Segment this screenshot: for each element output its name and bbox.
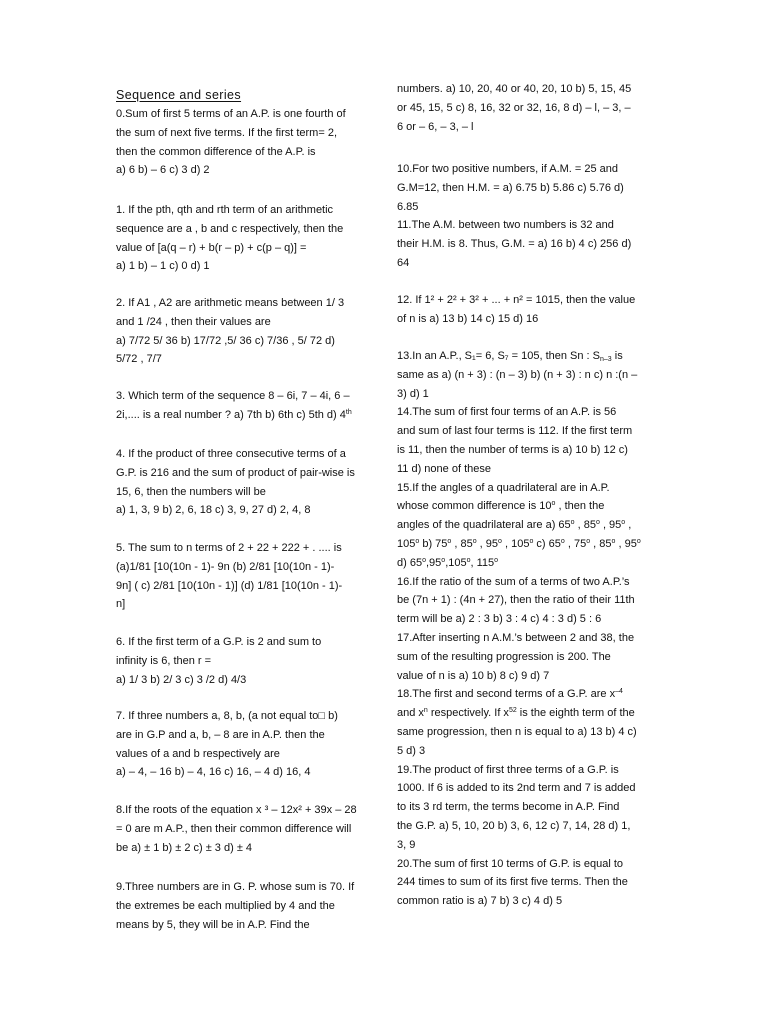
options-line: value of n is a) 10 b) 8 c) 9 d) 7 — [397, 669, 550, 682]
options-line: same as a) (n + 3) : (n – 3) b) (n + 3) : n c) n :(n – — [397, 368, 638, 381]
question-line: values of a and b respectively are — [116, 747, 280, 760]
question-line: to its 3 rd term, the terms become in A.P. Find — [397, 801, 620, 814]
degree-mark: o — [422, 556, 426, 564]
question-line: 7. If three numbers a, 8, b, (a not equal to□ b) — [116, 710, 338, 722]
question-line — [397, 497, 655, 516]
question-9 — [116, 878, 366, 934]
question-text: is — [611, 350, 623, 362]
question-line — [116, 406, 366, 425]
question-0 — [116, 105, 366, 180]
question-line: 3. Which term of the sequence 8 – 6i, 7 – 4i, 6 – — [116, 390, 350, 402]
options-line — [397, 535, 655, 554]
degree-mark: o — [621, 519, 626, 527]
question-line: 14.The sum of first four terms of an A.P. is 56 — [397, 406, 617, 419]
degree-mark: o — [529, 537, 534, 545]
degree-mark: o — [636, 537, 641, 545]
question-11 — [397, 216, 655, 272]
question-12 — [397, 291, 655, 329]
question-5 — [116, 539, 366, 614]
question-line: 17.After inserting n A.M.’s between 2 and 38, the — [397, 631, 635, 644]
question-text: ,95 — [425, 556, 442, 569]
options-line: numbers. a) 10, 20, 40 or 40, 20, 10 b) 5, 15, 45 — [397, 83, 632, 95]
question-9-continued — [397, 80, 655, 136]
question-text: , 105 — [501, 537, 530, 550]
question-line — [397, 347, 655, 366]
degree-mark: o — [466, 556, 471, 564]
question-text: d) 65 — [397, 556, 423, 569]
question-line: 15, 6, then the numbers will be — [116, 485, 266, 498]
options-line: 5 d) 3 — [397, 744, 426, 757]
question-line: = 0 are m A.P., then their common difference will — [116, 822, 352, 835]
question-text: 2i,.... is a real number ? a) 7th b) 6th c) 5th d) 4 — [116, 408, 346, 421]
degree-mark: o — [415, 537, 420, 545]
question-line: G.M=12, then H.M. = a) 6.75 b) 5.86 c) 5.76 d) — [397, 181, 624, 194]
question-text: 105 — [397, 537, 416, 550]
question-line: 11.The A.M. between two numbers is 32 and — [397, 219, 614, 231]
question-line: sum of the resulting progression is 200. The — [397, 650, 611, 663]
options-line: a) – 4, – 16 b) – 4, 16 c) 16, – 4 d) 16, 4 — [116, 766, 311, 779]
degree-mark: o — [441, 556, 446, 564]
question-text: , — [625, 519, 632, 532]
options-line: the G.P. a) 5, 10, 20 b) 3, 6, 12 c) 7, 14, 28 d) 1, — [397, 819, 631, 832]
question-text: angles of the quadrilateral are a) 65 — [397, 519, 571, 532]
degree-mark: o — [498, 537, 502, 545]
question-text: , 85 — [590, 537, 612, 550]
questions-13-to-20 — [397, 347, 655, 911]
question-line: and sum of last four terms is 112. If the first term — [397, 425, 633, 438]
question-line: and 1 /24 , then their values are — [116, 315, 271, 328]
superscript: n — [423, 707, 428, 715]
page-title: Sequence and series — [116, 88, 242, 102]
question-line: 2. If A1 , A2 are arithmetic means between 1/ 3 — [116, 297, 345, 309]
options-line: 6 or – 6, – 3, – l — [397, 120, 474, 133]
question-line: 8.If the roots of the equation x ³ – 12x² + 39x – 28 — [116, 804, 357, 816]
options-line: 9n] ( c) 2/81 [10(10n - 1)] (d) 1/81 [10(10n - 1)- — [116, 579, 343, 592]
question-text: b) 75 — [419, 537, 448, 550]
degree-mark: o — [447, 537, 452, 545]
question-line: 15.If the angles of a quadrilateral are in A.P. — [397, 481, 610, 494]
options-line — [397, 516, 655, 535]
options-line: of n is a) 13 b) 14 c) 15 d) 16 — [397, 312, 539, 325]
question-line: same progression, then n is equal to a) 13 b) 4 c) — [397, 725, 637, 738]
question-text: , 95 — [476, 537, 499, 550]
question-text: is the eighth term of the — [516, 707, 635, 720]
question-line: 5. The sum to n terms of 2 + 22 + 222 + . .... is — [116, 542, 342, 554]
question-line: the extremes be each multiplied by 4 and the — [116, 899, 335, 912]
question-line: the sum of next five terms. If the first term= 2, — [116, 126, 337, 139]
question-text: , 75 — [564, 537, 587, 550]
question-text: 13.In an A.P., S₁= 6, S₇ = 105, then Sn : S — [397, 350, 600, 362]
question-4 — [116, 445, 366, 520]
question-line: be (7n + 1) : (4n + 27), then the ratio of their 11th — [397, 594, 635, 607]
options-line: 11 d) none of these — [397, 462, 491, 475]
question-text: , 95 — [599, 519, 622, 532]
superscript: th — [345, 408, 352, 416]
question-text: 18.The first and second terms of a G.P. are x — [397, 688, 616, 701]
question-line: 0.Sum of first 5 terms of an A.P. is one fourth of — [116, 108, 346, 120]
question-1 — [116, 201, 366, 276]
options-line: 6.85 — [397, 200, 419, 213]
question-line — [397, 685, 655, 704]
question-8 — [116, 801, 366, 857]
question-line: then the common difference of the A.P. is — [116, 145, 316, 158]
question-line: 1. If the pth, qth and rth term of an arithmetic — [116, 204, 334, 216]
subscript: n–3 — [600, 356, 612, 363]
degree-mark: o — [586, 537, 591, 545]
question-text: respectively. If x — [427, 707, 509, 720]
options-line: 5/72 , 7/7 — [116, 353, 162, 366]
question-line: 4. If the product of three consecutive terms of a — [116, 448, 346, 460]
question-text: , 115 — [470, 556, 495, 569]
degree-mark: o — [595, 519, 600, 527]
degree-mark: o — [494, 556, 499, 564]
question-line: are in G.P and a, b, – 8 are in A.P. then the — [116, 728, 325, 741]
question-3 — [116, 387, 366, 425]
options-line: term will be a) 2 : 3 b) 3 : 4 c) 4 : 3 d) 5 : 6 — [397, 613, 602, 626]
question-text: , then the — [555, 500, 605, 513]
degree-mark: o — [560, 537, 565, 545]
options-line: 3, 9 — [397, 838, 416, 851]
question-7 — [116, 707, 366, 782]
question-line: 19.The product of first three terms of a G.P. is — [397, 763, 619, 776]
options-line: a) 1, 3, 9 b) 2, 6, 18 c) 3, 9, 27 d) 2, 4, 8 — [116, 504, 311, 517]
question-6 — [116, 633, 366, 689]
options-line: (a)1/81 [10(10n - 1)- 9n (b) 2/81 [10(10n - 1)- — [116, 560, 335, 573]
degree-mark: o — [611, 537, 616, 545]
question-text: and x — [397, 707, 424, 720]
question-10 — [397, 160, 655, 216]
superscript: 52 — [508, 707, 517, 715]
question-line: means by 5, they will be in A.P. Find the — [116, 918, 310, 931]
question-2 — [116, 294, 366, 369]
options-line: a) 1/ 3 b) 2/ 3 c) 3 /2 d) 4/3 — [116, 673, 247, 686]
question-line: 10.For two positive numbers, if A.M. = 25 and — [397, 163, 619, 175]
degree-mark: o — [570, 519, 575, 527]
question-line: 244 times to sum of its first five terms. Then the — [397, 876, 628, 889]
question-line: their H.M. is 8. Thus, G.M. = a) 16 b) 4 c) 256 d) — [397, 237, 632, 250]
question-text: ,105 — [445, 556, 467, 569]
degree-mark: o — [551, 500, 556, 508]
question-line: 12. If 1² + 2² + 3² + ... + n² = 1015, then the value — [397, 294, 636, 306]
question-line: G.P. is 216 and the sum of product of pair-wise is — [116, 466, 355, 479]
options-line: a) 7/72 5/ 36 b) 17/72 ,5/ 36 c) 7/36 , 5/ 72 d) — [116, 334, 335, 347]
question-line: 1000. If 6 is added to its 2nd term and 7 is added — [397, 782, 636, 795]
options-line: common ratio is a) 7 b) 3 c) 4 d) 5 — [397, 895, 563, 908]
options-line: 3) d) 1 — [397, 387, 429, 400]
question-line: sequence are a , b and c respectively, then the — [116, 222, 344, 235]
options-line: 64 — [397, 256, 410, 269]
question-line: 9.Three numbers are in G. P. whose sum is 70. If — [116, 881, 355, 893]
question-text: whose common difference is 10 — [397, 500, 552, 513]
question-line: value of [a(q – r) + b(r – p) + c(p – q)] = — [116, 241, 307, 254]
question-line: infinity is 6, then r = — [116, 654, 212, 667]
degree-mark: o — [472, 537, 477, 545]
question-text: , 85 — [574, 519, 596, 532]
question-line: 16.If the ratio of the sum of a terms of two A.P.’s — [397, 575, 630, 588]
question-text: c) 65 — [533, 537, 561, 550]
options-line — [397, 554, 655, 573]
question-line — [397, 704, 655, 723]
options-line: n] — [116, 598, 126, 611]
options-line: a) 6 b) – 6 c) 3 d) 2 — [116, 164, 210, 177]
question-line: is 11, then the number of terms is a) 10 b) 12 c) — [397, 443, 628, 456]
superscript: –4 — [615, 688, 623, 696]
question-line: 20.The sum of first 10 terms of G.P. is equal to — [397, 857, 624, 870]
options-line: be a) ± 1 b) ± 2 c) ± 3 d) ± 4 — [116, 841, 253, 854]
options-line: or 45, 15, 5 c) 8, 16, 32 or 32, 16, 8 d) – l, – 3, – — [397, 101, 631, 114]
question-line: 6. If the first term of a G.P. is 2 and sum to — [116, 636, 322, 648]
question-text: , 85 — [451, 537, 473, 550]
question-text: , 95 — [615, 537, 637, 550]
options-line: a) 1 b) – 1 c) 0 d) 1 — [116, 260, 210, 273]
